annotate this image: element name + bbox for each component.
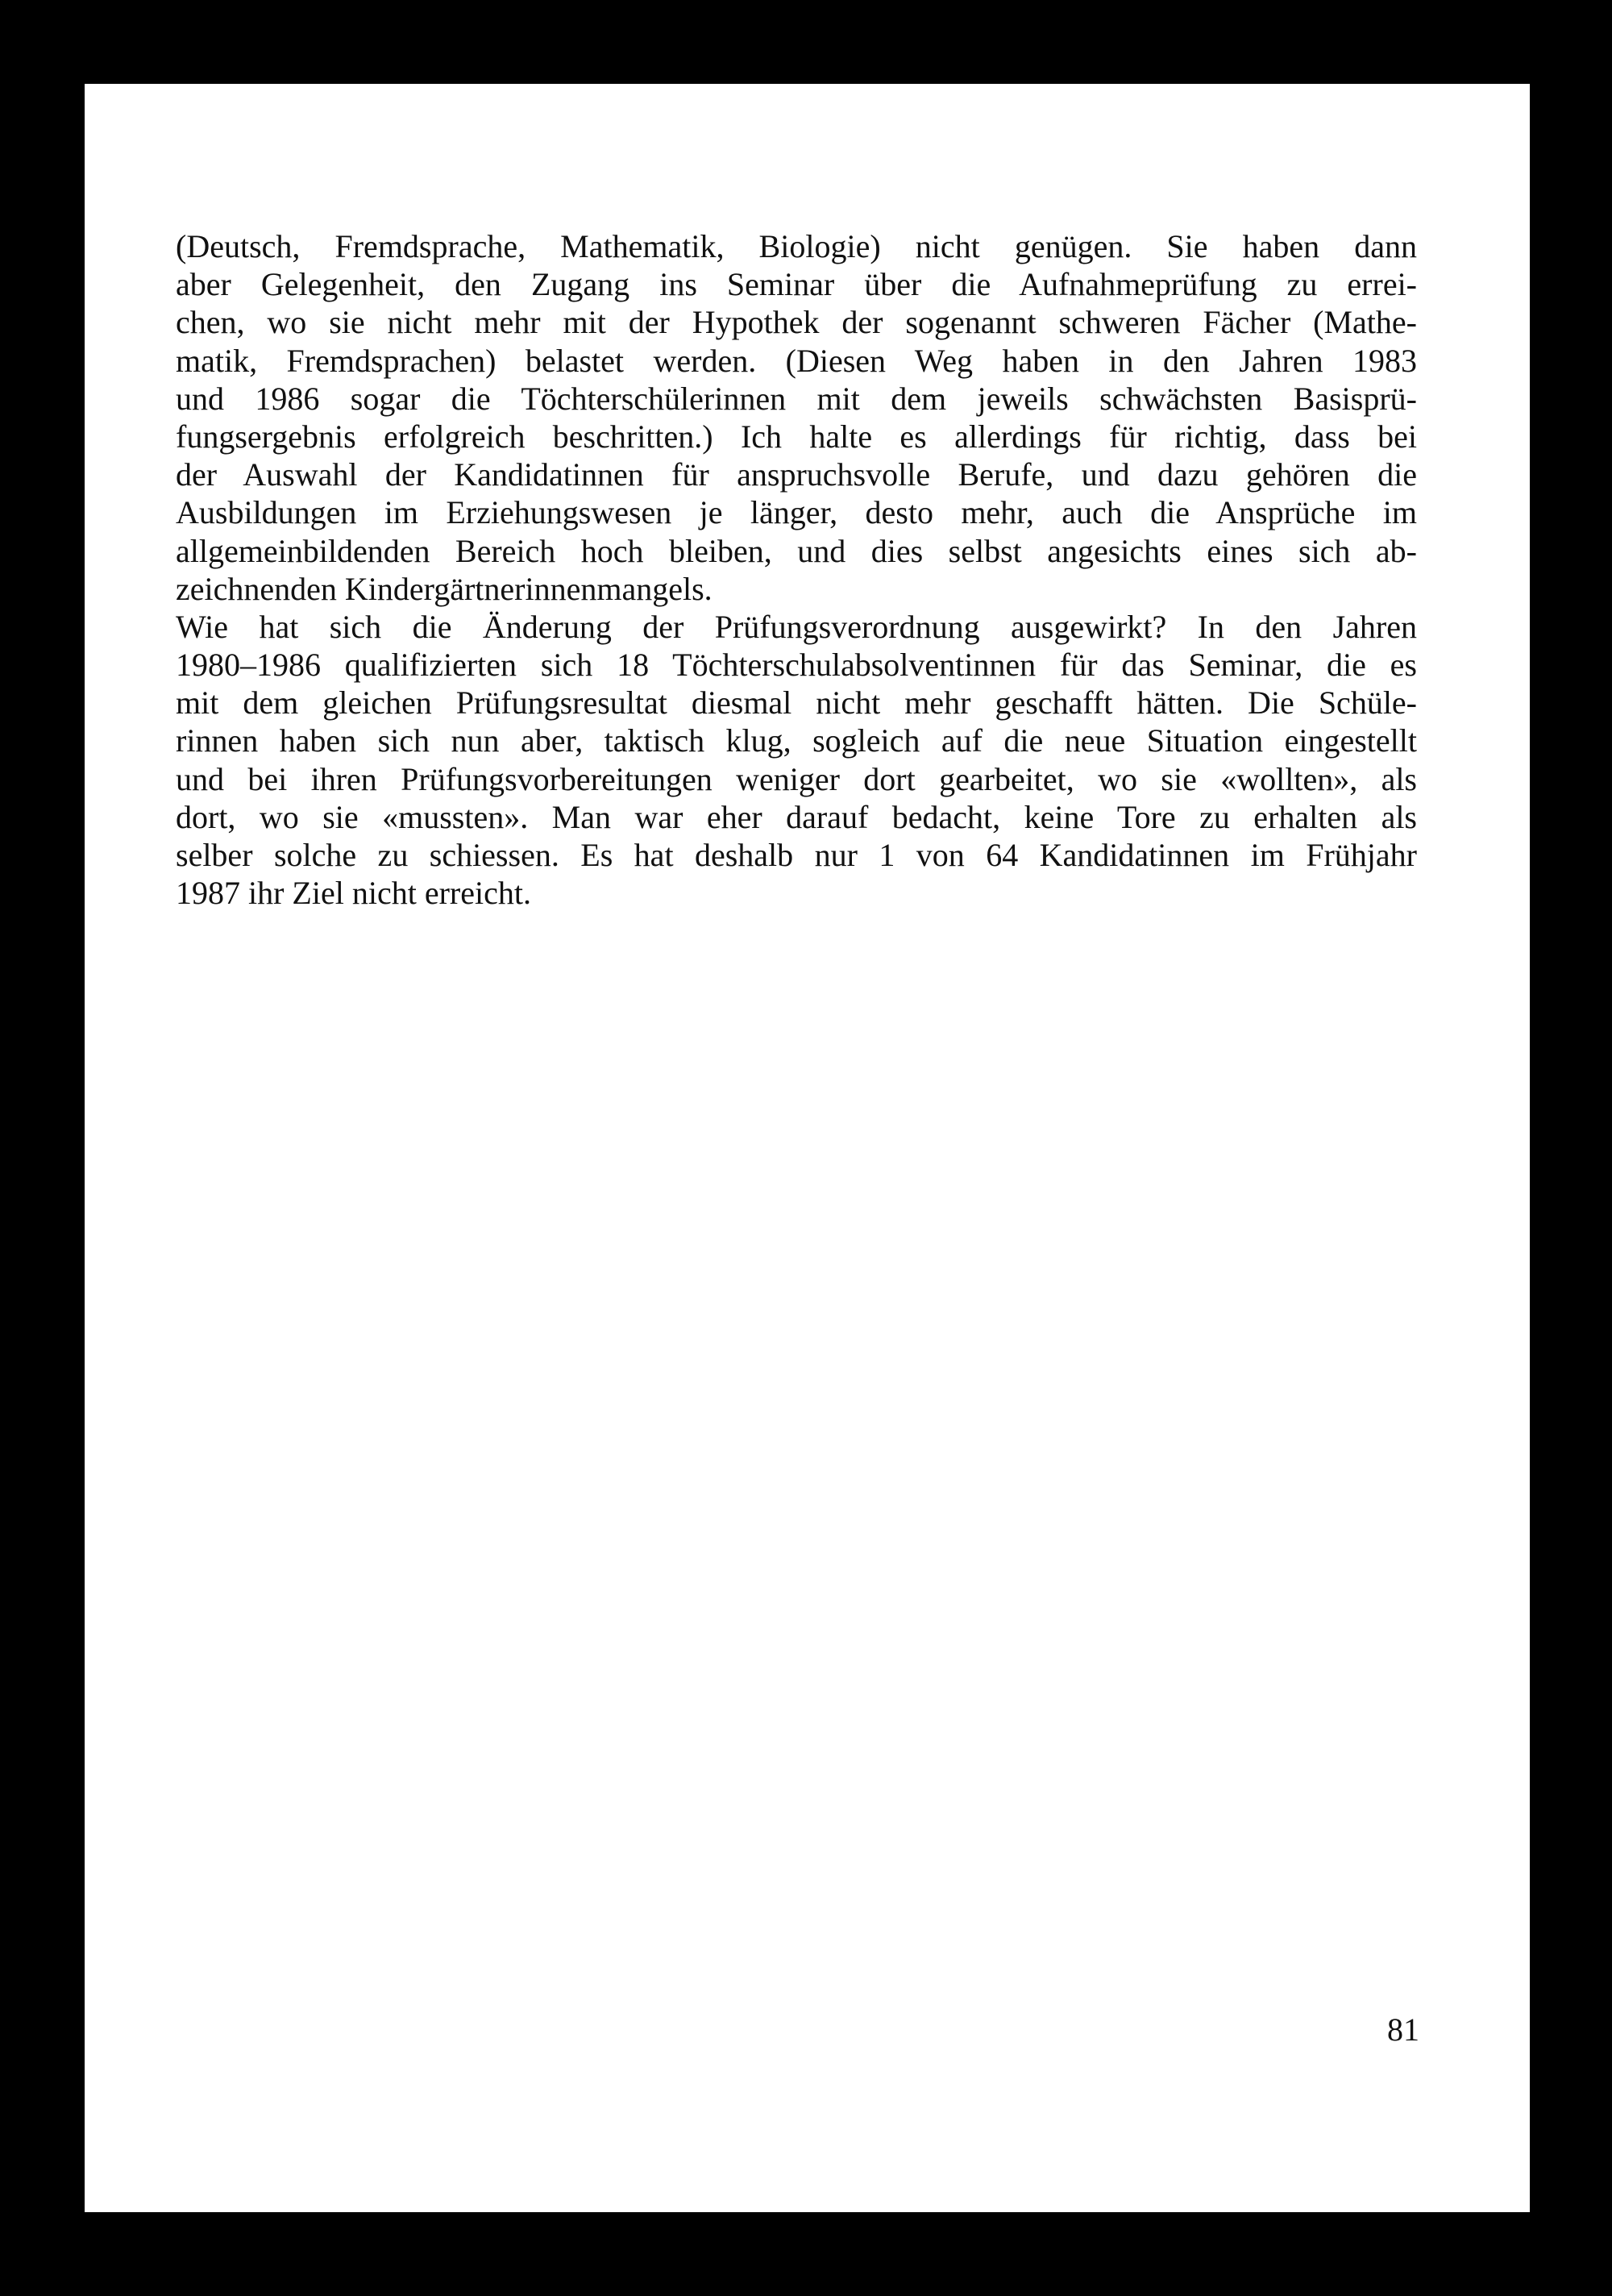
text-line: der Auswahl der Kandidatinnen für anspruchsvolle Berufe, und dazu gehören die: [176, 456, 1417, 493]
text-line: 1980–1986 qualifizierten sich 18 Töchterschulabsolventinnen für das Seminar, die es: [176, 647, 1417, 684]
text-line: mit dem gleichen Prüfungsresultat diesmal nicht mehr geschafft hätten. Die Schüle-: [176, 684, 1417, 722]
body-text: [176, 227, 1417, 912]
text-line: rinnen haben sich nun aber, taktisch klug, sogleich auf die neue Situation eingestellt: [176, 722, 1417, 759]
page-number: 81: [1387, 2011, 1419, 2048]
text-line: selber solche zu schiessen. Es hat deshalb nur 1 von 64 Kandidatinnen im Frühjahr: [176, 837, 1417, 873]
text-line: fungsergebnis erfolgreich beschritten.) Ich halte es allerdings für richtig, dass bei: [176, 418, 1417, 455]
text-line: zeichnenden Kindergärtnerinnenmangels.: [176, 570, 713, 607]
text-line: aber Gelegenheit, den Zugang ins Seminar über die Aufnahmeprüfung zu errei-: [176, 266, 1417, 303]
document-page: [85, 84, 1530, 2212]
text-line: (Deutsch, Fremdsprache, Mathematik, Biologie) nicht genügen. Sie haben dann: [176, 228, 1417, 264]
text-line: Wie hat sich die Änderung der Prüfungsverordnung ausgewirkt? In den Jahren: [176, 608, 1417, 645]
text-line: chen, wo sie nicht mehr mit der Hypothek der sogenannt schweren Fächer (Mathe-: [176, 304, 1417, 341]
text-line: dort, wo sie «mussten». Man war eher darauf bedacht, keine Tore zu erhalten als: [176, 798, 1417, 835]
text-line: 1987 ihr Ziel nicht erreicht.: [176, 875, 531, 912]
text-line: und 1986 sogar die Töchterschülerinnen mit dem jeweils schwächsten Basisprü-: [176, 380, 1417, 417]
text-line: allgemeinbildenden Bereich hoch bleiben, und dies selbst angesichts eines sich ab-: [176, 532, 1417, 569]
text-line: Ausbildungen im Erziehungswesen je länger, desto mehr, auch die Ansprüche im: [176, 494, 1417, 531]
text-line: und bei ihren Prüfungsvorbereitungen weniger dort gearbeitet, wo sie «wollten», als: [176, 760, 1417, 797]
text-line: matik, Fremdsprachen) belastet werden. (Diesen Weg haben in den Jahren 1983: [176, 342, 1417, 379]
